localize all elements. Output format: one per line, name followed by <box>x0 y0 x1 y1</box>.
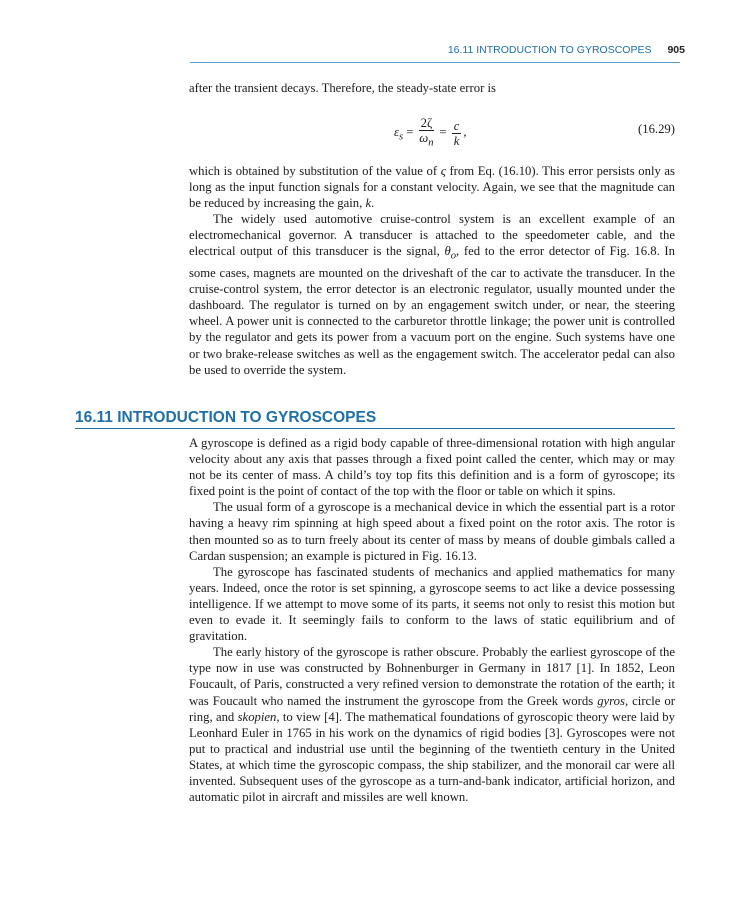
eq-frac1-den-base: ω <box>419 131 429 145</box>
intro-paragraph: after the transient decays. Therefore, the steady-state error is <box>189 81 496 95</box>
intro-text <box>189 80 675 96</box>
equation-number: (16.29) <box>638 122 675 136</box>
running-title: 16.11 INTRODUCTION TO GYROSCOPES <box>447 44 652 56</box>
eq-fraction-2 <box>452 119 462 148</box>
equation-body: $\varepsilon_s$ = $\frac{2\zeta}{\omega_n}$ = $\frac{c}{k}$ , <box>394 116 467 149</box>
eq-frac2-den: k <box>453 133 460 148</box>
page-number: 905 <box>667 44 685 56</box>
eq-frac1-den <box>419 131 435 151</box>
pre-section-text <box>189 163 675 378</box>
paragraph-error-persistence: which is obtained by substitution of the value of ς from Eq. (16.10). This error persists only as long as the input function signals for a constant velocity. Again, we see that the magnitude can be reduced by increasing the gain, k. <box>189 164 675 211</box>
section-heading: 16.11 INTRODUCTION TO GYROSCOPES <box>75 409 377 426</box>
running-header <box>190 44 685 60</box>
paragraph-cruise-control: The widely used automotive cruise-control system is an excellent example of an electromechanical governor. A transducer is attached to the speedometer cable, and the electrical output of this transducer is the signal, $\theta_o$, fed to the error detector of Fig. 16.8. In some cases, magnets are mounted on the driveshaft of the car to activate the transducer. In the cruise-control system, the error detector is an electronic regulator, usually mounted under the dashboard. The regulator is turned on by an engagement switch under, or near, the steering wheel. A power unit is connected to the carburetor throttle linkage; the power unit is controlled by the regulator and gets its power from a vacuum port on the engine. Such systems have one or two brake-release switches as well as the engagement switch. The accelerator pedal can also be used to override the system. <box>189 212 676 377</box>
equation-16-29 <box>189 116 675 149</box>
paragraph-gyroscope-fascination: The gyroscope has fascinated students of mechanics and applied mathematics for many years. Indeed, once the rotor is set spinning, a gyroscope seems to act like a device possessing intelligence. If we attempt to move some of its parts, it seems not only to resist this motion but even to evade it. It seemingly fails to conform to the laws of static equilibrium and of gravitation. <box>189 564 675 644</box>
paragraph-gyroscope-definition: A gyroscope is defined as a rigid body capable of three-dimensional rotation with high angular velocity about any axis that passes through a fixed point called the center, which may or may not be its center of mass. A child’s toy top fits this definition and is a form of gyroscope; its fixed point is the point of contact of the top with the floor or table on which it spins. <box>189 436 675 499</box>
eq-frac2-num: c <box>453 118 460 133</box>
paragraph-gyroscope-form: The usual form of a gyroscope is a mechanical device in which the essential part is a rotor having a heavy rim spinning at high speed about a fixed point on the rotor axis. The rotor is then mounted so as to turn freely about its center of mass by means of double gimbals called a Cardan suspension; an example is pictured in Fig. 16.13. <box>189 500 675 563</box>
eq-frac1-num: 2ζ <box>420 116 433 130</box>
paragraph-gyroscope-history: The early history of the gyroscope is rather obscure. Probably the earliest gyroscope of the type now in use was constructed by Bohnenburger in Germany in 1817 [1]. In 1852, Leon Foucault, of Paris, constructed a very refined version to demonstrate the rotation of the earth; it was Foucault who named the instrument the gyroscope from the Greek words gyros, circle or ring, and skopien, to view [4]. The mathematical foundations of gyroscopic theory were laid by Leonhard Euler in 1765 in his work on the dynamics of rigid bodies [3]. Gyroscopes were not put to practical and industrial use until the beginning of the twentieth century in the United States, at which time the gyroscopic compass, the ship stabilizer, and the monorail car were all invented. Subsequent uses of the gyroscope as a turn-and-bank indicator, artificial horizon, and automatic pilot in aircraft and missiles are well known. <box>189 645 675 805</box>
eq-fraction-1 <box>419 116 435 151</box>
section-heading-rule <box>75 428 675 429</box>
header-rule <box>190 62 680 63</box>
eq-lhs-sub: s <box>399 131 404 143</box>
eq-lhs: ε <box>394 125 399 140</box>
eq-frac1-den-sub: n <box>428 137 434 149</box>
section-text <box>189 435 675 805</box>
